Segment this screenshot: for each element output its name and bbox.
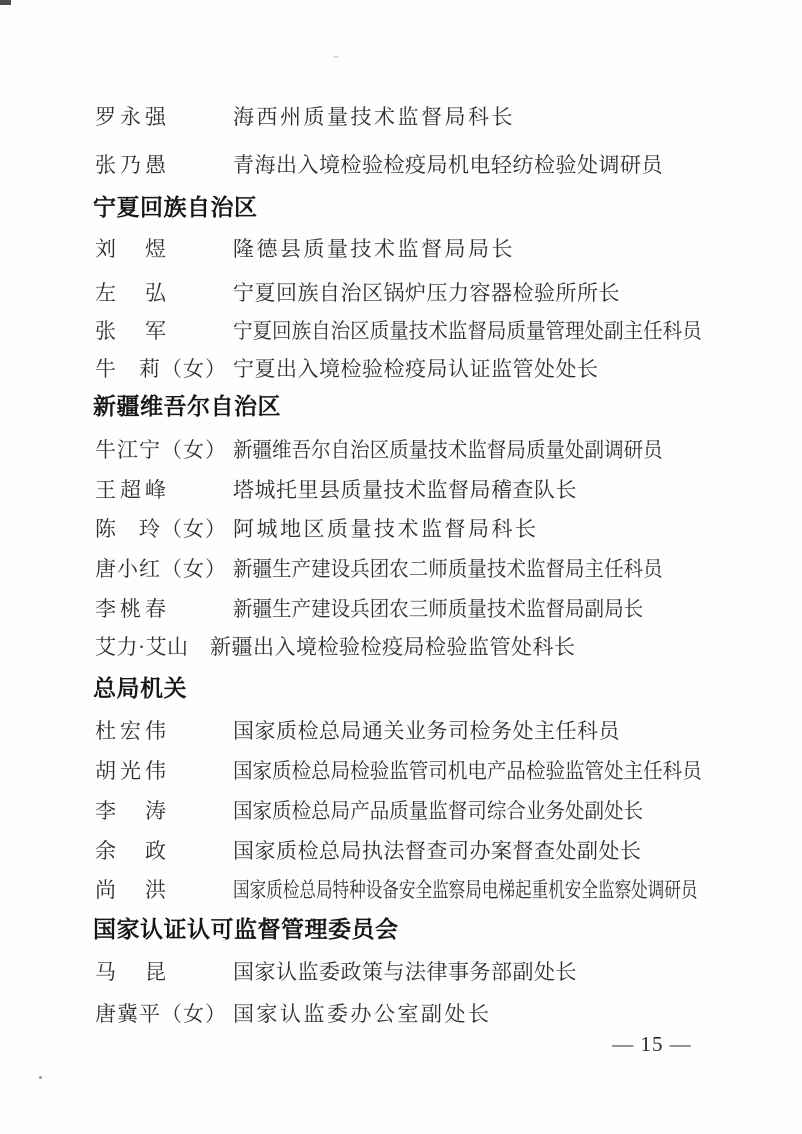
entry-title: 阿城地区质量技术监督局科长: [233, 517, 539, 541]
entry-title: 海西州质量技术监督局科长: [233, 105, 515, 129]
list-entry: [95, 876, 802, 904]
entry-title: 新疆生产建设兵团农二师质量技术监督局主任科员: [233, 557, 663, 581]
entry-title: 国家认监委政策与法律事务部副处长: [233, 960, 577, 984]
entry-name: 陈 玲（女）: [95, 517, 227, 541]
entry-name: 艾力·艾山: [95, 635, 189, 659]
section-heading: 总局机关: [93, 676, 187, 702]
entry-name: 李桃春: [95, 597, 170, 621]
entry-title: 新疆生产建设兵团农三师质量技术监督局副局长: [233, 597, 644, 621]
entry-name: 牛 莉（女）: [95, 357, 227, 381]
list-entry: [95, 279, 620, 307]
entry-title: 国家质检总局特种设备安全监察局电梯起重机安全监察处调研员: [233, 878, 698, 902]
entry-title: 新疆维吾尔自治区质量技术监督局质量处副调研员: [233, 438, 663, 462]
scan-artifact: [0, 0, 11, 5]
list-entry: [95, 151, 663, 179]
entry-name: 李 涛: [95, 799, 170, 823]
list-entry: [95, 717, 620, 745]
list-entry: [95, 436, 695, 464]
list-entry: [95, 476, 577, 504]
entry-title: 国家质检总局执法督查司办案督查处副处长: [233, 839, 642, 863]
section-heading: 国家认证认可监督管理委员会: [93, 917, 399, 943]
entry-name: 尚 洪: [95, 878, 170, 902]
entry-title: 国家认监委办公室副处长: [233, 1002, 492, 1026]
list-entry: [95, 633, 576, 661]
entry-name: 刘 煜: [95, 237, 170, 261]
list-entry: [95, 555, 695, 583]
list-entry: [95, 595, 674, 623]
entry-title: 青海出入境检验检疫局机电轻纺检验处调研员: [233, 153, 663, 177]
list-entry: [95, 515, 539, 543]
entry-name: 马 昆: [95, 960, 170, 984]
entry-name: 张乃愚: [95, 153, 170, 177]
list-entry: [95, 103, 515, 131]
entry-name: 王超峰: [95, 478, 170, 502]
entry-title: 新疆出入境检验检疫局检验监管处科长: [210, 635, 576, 659]
entry-title: 国家质检总局产品质量监督司综合业务处副处长: [233, 799, 644, 823]
scan-artifact: [334, 56, 338, 58]
page-number: — 15 —: [612, 1032, 692, 1056]
list-entry: [95, 1000, 492, 1028]
entry-name: 牛江宁（女）: [95, 438, 227, 462]
entry-title: 宁夏回族自治区锅炉压力容器检验所所长: [233, 281, 620, 305]
entry-name: 胡光伟: [95, 759, 170, 783]
entry-title: 宁夏出入境检验检疫局认证监管处处长: [233, 357, 599, 381]
entry-name: 唐小红（女）: [95, 557, 227, 581]
entry-title: 隆德县质量技术监督局局长: [233, 237, 515, 261]
entry-name: 杜宏伟: [95, 719, 170, 743]
entry-name: 张 军: [95, 319, 170, 343]
entry-title: 宁夏回族自治区质量技术监督局质量管理处副主任科员: [233, 319, 702, 343]
entry-name: 唐冀平（女）: [95, 1002, 227, 1026]
list-entry: [95, 837, 642, 865]
list-entry: [95, 317, 737, 345]
list-entry: [95, 235, 515, 263]
entry-name: 左 弘: [95, 281, 170, 305]
section-heading: 新疆维吾尔自治区: [93, 394, 281, 420]
list-entry: [95, 797, 674, 825]
section-heading: 宁夏回族自治区: [93, 195, 258, 221]
list-entry: [95, 958, 577, 986]
list-entry: [95, 757, 737, 785]
entry-title: 塔城托里县质量技术监督局稽查队长: [233, 478, 577, 502]
entry-title: 国家质检总局通关业务司检务处主任科员: [233, 719, 620, 743]
entry-name: 罗永强: [95, 105, 170, 129]
list-entry: [95, 355, 599, 383]
entry-name: 余 政: [95, 839, 170, 863]
scan-artifact: [39, 1076, 42, 1079]
entry-title: 国家质检总局检验监管司机电产品检验监管处主任科员: [233, 759, 702, 783]
